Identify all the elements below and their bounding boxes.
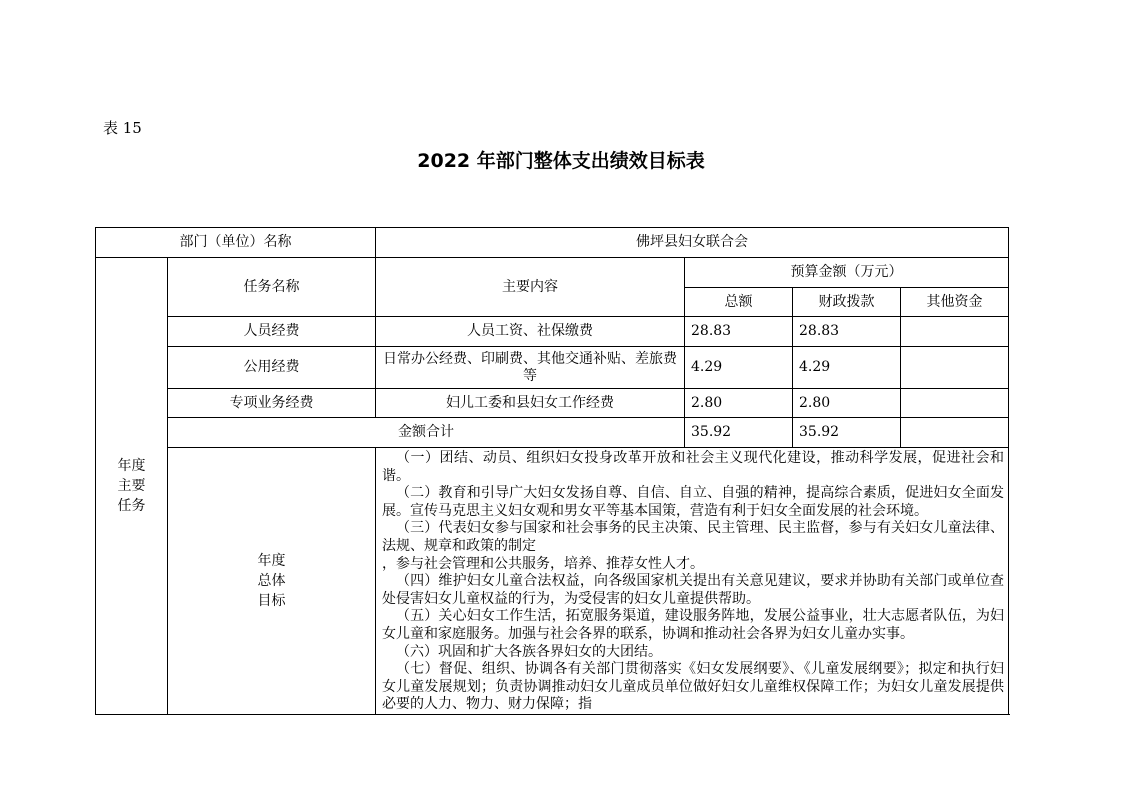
performance-target-table — [95, 227, 1009, 715]
dept-row — [96, 228, 1009, 258]
task-other — [901, 347, 1009, 389]
goal-paragraph: （一）团结、动员、组织妇女投身改革开放和社会主义现代化建设，推动科学发展，促进社会和谐。 — [382, 450, 1004, 484]
annual-goals-text — [376, 448, 1009, 715]
task-header-row-1 — [96, 258, 1009, 288]
goal-paragraph: （二）教育和引导广大妇女发扬自尊、自信、自立、自强的精神，提高综合素质，促进妇女全面发展。宣传马克思主义妇女观和男女平等基本国策，营造有利于妇女全面发展的社会环境。 — [382, 485, 1004, 519]
sum-label: 金额合计 — [168, 418, 685, 448]
goal-paragraph: （五）关心妇女工作生活，拓宽服务渠道，建设服务阵地，发展公益事业，壮大志愿者队伍，为妇女儿童和家庭服务。加强与社会各界的联系，协调和推动社会各界为妇女儿童办实事。 — [382, 608, 1004, 642]
sum-other — [901, 418, 1009, 448]
goal-paragraph: （三）代表妇女参与国家和社会事务的民主决策、民主管理、民主监督，参与有关妇女儿童法律、法规、规章和政策的制定 — [382, 520, 1004, 554]
document-title: 2022 年部门整体支出绩效目标表 — [417, 150, 705, 172]
sum-fiscal: 35.92 — [793, 418, 901, 448]
task-total: 2.80 — [685, 389, 793, 418]
task-other — [901, 317, 1009, 347]
col-header-total: 总额 — [685, 288, 793, 317]
col-header-other: 其他资金 — [901, 288, 1009, 317]
table-row — [96, 389, 1009, 418]
col-header-fiscal: 财政拨款 — [793, 288, 901, 317]
goals-row — [96, 448, 1009, 715]
task-content: 妇儿工委和县妇女工作经费 — [376, 389, 685, 418]
task-name: 专项业务经费 — [168, 389, 376, 418]
task-fiscal: 4.29 — [793, 347, 901, 389]
task-other — [901, 389, 1009, 418]
col-header-content: 主要内容 — [376, 258, 685, 317]
dept-label: 部门（单位）名称 — [96, 228, 376, 258]
col-header-task-name: 任务名称 — [168, 258, 376, 317]
table-row — [96, 347, 1009, 389]
goal-paragraph: ，参与社会管理和公共服务，培养、推荐女性人才。 — [382, 555, 704, 572]
task-fiscal: 2.80 — [793, 389, 901, 418]
task-name: 公用经费 — [168, 347, 376, 389]
sum-row — [96, 418, 1009, 448]
task-name: 人员经费 — [168, 317, 376, 347]
col-header-budget: 预算金额（万元） — [685, 258, 1009, 288]
table-number: 表 15 — [103, 119, 142, 137]
annual-tasks-label: 年度 主要 任务 — [96, 258, 168, 715]
sum-total: 35.92 — [685, 418, 793, 448]
task-fiscal: 28.83 — [793, 317, 901, 347]
dept-value: 佛坪县妇女联合会 — [376, 228, 1009, 258]
task-total: 28.83 — [685, 317, 793, 347]
goal-paragraph: （七）督促、组织、协调各有关部门贯彻落实《妇女发展纲要》、《儿童发展纲要》；拟定和执行妇女儿童发展规划；负责协调推动妇女儿童成员单位做好妇女儿童维权保障工作；为妇女儿童发展提供必要的人力、物力、财力保障；指 — [382, 661, 1004, 713]
annual-goals-label: 年度 总体 目标 — [168, 448, 376, 715]
task-content: 日常办公经费、印刷费、其他交通补贴、差旅费等 — [376, 347, 685, 389]
task-content: 人员工资、社保缴费 — [376, 317, 685, 347]
table-row — [96, 317, 1009, 347]
task-total: 4.29 — [685, 347, 793, 389]
goal-paragraph: （四）维护妇女儿童合法权益，向各级国家机关提出有关意见建议，要求并协助有关部门或单位查处侵害妇女儿童权益的行为，为受侵害的妇女儿童提供帮助。 — [382, 573, 1004, 607]
goal-paragraph: （六）巩固和扩大各族各界妇女的大团结。 — [396, 643, 662, 660]
